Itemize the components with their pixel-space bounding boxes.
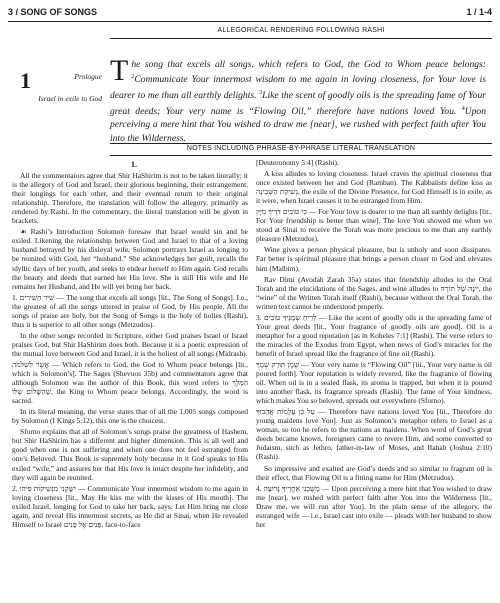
header-rule: [8, 21, 492, 22]
margin-exile: Israel in exile to God: [38, 94, 102, 103]
verse-2: Communicate Your innermost wisdom to me again in loving closeness, for Your love is dearer to me than all earthly delights.: [110, 74, 486, 102]
note-paragraph: All the commentators agree that Shir HaShirim is not to be taken literally; it is the allegory of God and Israel, their glorious beginning, their estrangement, their longings for each other, and their eventual return to their original relationship. Therefore, the translation will follow the allegory, primarily as rendered by Rashi. In the commentary, the literal translation will be given in brackets.: [12, 171, 248, 226]
note-paragraph: So impressive and exalted are God’s deeds and so similar to fragrant oil is their effect, that Flowing Oil is a fitting name for Him (Metzudos).: [256, 463, 492, 482]
margin-prologue: Prologue: [74, 72, 102, 81]
verse-number-4: 4: [461, 105, 465, 112]
banner-rule-bottom: [110, 155, 492, 156]
banner-rule-mid: [110, 143, 492, 144]
notes-right-column: [256, 158, 492, 531]
note-paragraph: 1. שִׁיר הַשִּׁירִים — The song that excels all songs [lit., The Song of Songs]. I.e., the greatest of all the songs uttered in praise of God, by His people. All the songs of praise are holy, but the Song of Songs is the holy of holies (Rashi), thus it is superior to all other songs (Metzudos).: [12, 292, 249, 329]
note-paragraph: כִּי טוֹבִים דֹּדֶיךָ מִיָּיִן — For Your love is dearer to me than all earthly delights [lit., For Your friendship is better than wine]. The love You showed me when we stood at Sinai to receive the Torah was more precious to me than any earthly pleasure (Metzudos).: [256, 207, 492, 244]
verse-4: Upon perceiving a mere hint that You wished to draw me [near], we rushed with perfect faith after You into the Wilderness.: [110, 105, 487, 144]
note-paragraph: 3. לְרֵיחַ שְׁמָנֶיךָ טוֹבִים — Like the scent of goodly oils is the spreading fame of Your great deeds [lit., Your fragrance of goodly oils are good]. Oil is a metaphor for a good reputation [as in Koheles 7:1] (Rashi). The verse refers to the miracles of the Exodus from Egypt, when news of God’s miracles for the benefit of Israel spread like the fragrance of fine oil (Rashi).: [256, 312, 492, 358]
note-paragraph: In its literal meaning, the verse states that of all the 1,005 songs composed by Solomon (I Kings 5:12), this one is the choicest.: [12, 407, 248, 426]
note-paragraph: [Deuteronomy 5:4] (Rashi).: [256, 158, 339, 167]
note-paragraph: שֶׁמֶן תּוּרַק שְׁמֶךָ — Your very name is “Flowing Oil” [lit., Your very name is oil poured forth]. Your reputation is widely revered, like the fragrance of flowing oil. When oil is in a sealed flask, its aroma is trapped, but when it is poured into another flask, its fragrance spreads (Rashi). The fame of Your kindness, which makes You so beloved, spreads out everywhere (Sforno).: [256, 359, 492, 406]
note-paragraph: Rav Dimi (Avodah Zarah 35a) states that friendship alludes to the Oral Torah and the elucidations of the Sages, and wine alludes to יֵינָהּ שֶׁל תּוֹרָה, the “wine” of the Written Torah itself (Rashi), because without the Oral Torah, the written text cannot be understood properly.: [256, 274, 492, 311]
section-number: 1.: [131, 160, 137, 169]
note-paragraph: 2. יִשָּׁקֵנִי מִנְּשִׁיקוֹת פִּיהוּ — Communicate Your innermost wisdom to me again in loving closeness [lit., May He kiss me with the kisses of His mouth]. The exiled Israel, longing for God to take her back, says: Let Him bring me close again, and reveal His innermost secrets, as He did at Sinai, when He revealed Himself to Israel פָּנִים אֶל פָּנִים, face-to-face: [12, 483, 248, 529]
header-left: 3 / SONG OF SONGS: [8, 7, 98, 17]
verse-3: Like the scent of goodly oils is the spreading fame of Your great deeds; Your very name is “Flowing Oil,” therefore have nations loved You.: [110, 90, 486, 117]
verse-number-2: 2: [131, 74, 135, 81]
note-paragraph: Wine gives a person physical pleasure, but is unholy and soon dissipates. Far better is spiritual pleasure that brings a person closer to God and elevates him (Malbim).: [256, 245, 492, 273]
allegory-text: [110, 54, 487, 145]
drop-cap: T: [110, 54, 129, 87]
note-paragraph: עַל כֵּן עֲלָמוֹת אֲהֵבוּךָ — Therefore have nations loved You [lit., Therefore do young maidens love You]. Just as Solomon’s metaphor refers to Israel as a woman, so too he refers to the nations as maidens. When word of God’s great deeds became known, foreigners came to revere Him, and some converted to Judaism, such as Jethro, father-in-law of Moses, and Rahab (Joshua 2:10) (Rashi).: [256, 407, 492, 462]
note-paragraph: Sforno explains that all of Solomon’s songs praise the greatness of Hashem, but Shir HaShirim has a different and higher dimension. This is all well and good when one is not suffering and when one does not feel estranged from one’s Beloved. This Book is supremely holy because in it God speaks to His exiled “wife,” and assures her that His love is intact despite her infidelity, and they will again be reunited.: [12, 427, 248, 482]
note-paragraph: 4. מָשְׁכֵנִי אַחֲרֶיךָ נָּרוּצָה — Upon perceiving a mere hint that You wished to draw me [near], we rushed with perfect faith after You into the Wilderness [lit., Draw me, we will run after You]. In the plain sense of the allegory, the estranged wife — i.e., Israel cast into exile — pleads with her husband to show her: [256, 483, 493, 529]
header-right: 1 / 1-4: [466, 7, 492, 17]
banner-rule-top: [110, 38, 492, 39]
chapter-number: 1: [20, 68, 31, 93]
note-paragraph: In the other songs recorded in Scripture, either God praises Israel or Israel praises God, but Shir HaShirim does both. Because it is a poetic expression of the mutual love between God and Israel, it is the holiest of all songs (Midrash).: [12, 330, 248, 358]
notes-left-column: [12, 160, 248, 531]
verse-number-3: 3: [259, 90, 263, 96]
running-header: [8, 4, 492, 20]
notes-banner: NOTES INCLUDING PHRASE-BY-PHRASE LITERAL TRANSLATION: [186, 145, 416, 152]
note-paragraph: ☙ Rashi’s Introduction Solomon foresaw that Israel would sin and be exiled. Likening the relationship between God and Israel to that of a loving husband betrayed by his disloyal wife, Solomon portrays Israel as longing to be reunited with God, her “husband.” She acknowledges her guilt, recalls the idyllic days of her youth, and seeks to endear herself to Him again. God recalls the beauty and deeds that earned her His love. She is still His wife and He remains her Husband, and He will yet bring her back.: [12, 227, 248, 291]
note-paragraph: אֲשֶׁר לִשְׁלֹמֹה — Which refers to God, the God to Whom peace belongs [lit., which is Solomon’s]. The Sages (Shevuos 35b) and commentators agree that although Solomon was the author of this Book, this word refers to הַמֶּלֶךְ שֶׁהַשָּׁלוֹם שֶׁלּוֹ, the King to Whom peace belongs. Accordingly, the word is sacred.: [12, 359, 249, 406]
note-paragraph: A kiss alludes to loving closeness. Israel craves the spiritual closeness that once existed between her and God (Ramban). The Kabbalists define kiss as נְשִׁיקַת הַשְּׁכִינָה, the exile of the Divine Presence, for God Himself is in exile, as it were, when Israel causes it to be estranged from Him.: [256, 169, 492, 206]
verse-1: he song that excels all songs, which refers to God, the God to Whom peace belongs:: [131, 59, 486, 70]
allegory-banner: ALLEGORICAL RENDERING FOLLOWING RASHI: [217, 27, 385, 34]
